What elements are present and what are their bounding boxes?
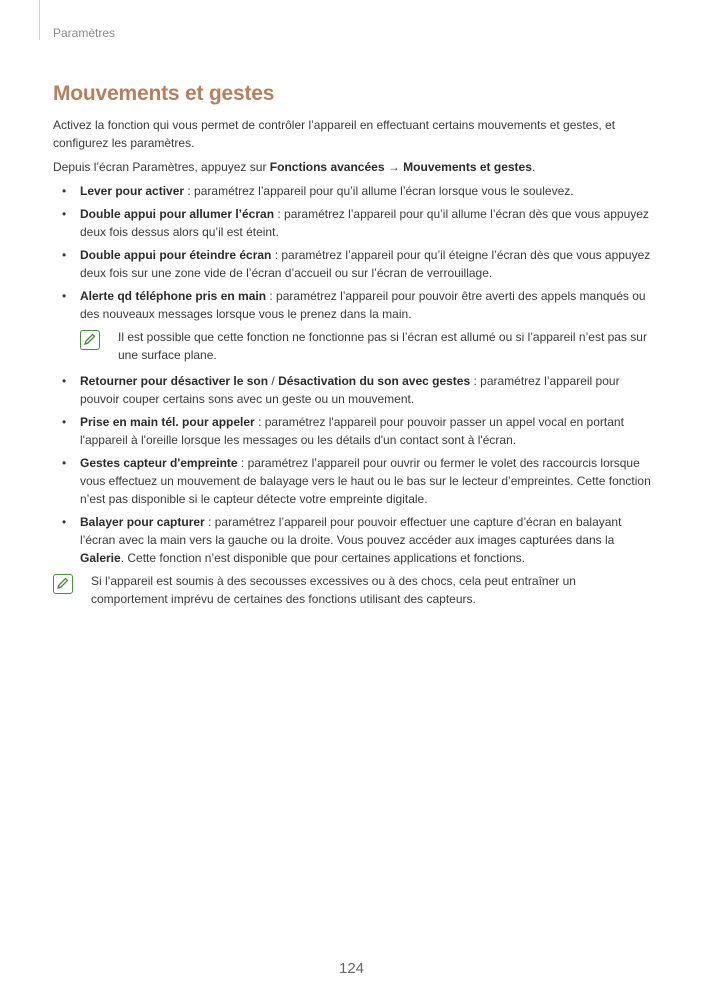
list-item: • Alerte qd téléphone pris en main : paramétrez l’appareil pour pouvoir être averti des appels manqués ou des nouveaux messages lorsque vous le prenez dans la main. [53, 287, 653, 323]
navigation-path: Depuis l’écran Paramètres, appuyez sur Fonctions avancées → Mouvements et gestes. [53, 160, 536, 174]
path-step-motions-gestures: Mouvements et gestes [403, 160, 532, 174]
feature-list-continued [53, 372, 653, 567]
feature-list [53, 182, 653, 323]
list-item: • Retourner pour désactiver le son / Désactivation du son avec gestes : paramétrez l’appareil pour pouvoir couper certains sons avec un geste ou un mouvement. [53, 372, 653, 408]
note-pencil-icon [80, 330, 100, 350]
page-content [53, 116, 653, 616]
list-item: • Balayer pour capturer : paramétrez l’appareil pour pouvoir effectuer une capture d’écran en balayant l’écran avec la main vers la gauche ou la droite. Vous pouvez accéder aux images capturées dans la Galerie. Cette fonction n’est disponible que pour certaines applications et fonctions. [53, 513, 653, 567]
note-outer: Si l’appareil est soumis à des secousses excessives ou à des chocs, cela peut entraîner un comportement imprévu de certaines des fonctions utilisant des capteurs. [53, 572, 653, 608]
header-divider [39, 0, 40, 40]
list-item: • Double appui pour éteindre écran : paramétrez l’appareil pour qu’il éteigne l’écran dès que vous appuyez deux fois sur une zone vide de l’écran d’accueil ou sur l’écran de verrouillage. [53, 246, 653, 282]
list-item: • Prise en main tél. pour appeler : paramétrez l'appareil pour pouvoir passer un appel vocal en portant l'appareil à l'oreille lorsque les messages ou les détails d'un contact sont à l'écran. [53, 413, 653, 449]
list-item: • Lever pour activer : paramétrez l’appareil pour qu’il allume l’écran lorsque vous le soulevez. [53, 182, 653, 200]
list-item: • Gestes capteur d'empreinte : paramétrez l’appareil pour ouvrir ou fermer le volet des raccourcis lorsque vous effectuez un mouvement de balayage vers le haut ou le bas sur le lecteur d’empreintes. Cette fonction n’est pas disponible si le capteur détecte votre empreinte digitale. [53, 454, 653, 508]
arrow-icon: → [384, 160, 404, 174]
note-pencil-icon [53, 574, 73, 594]
page-title: Mouvements et gestes [53, 82, 275, 105]
note-inner: Il est possible que cette fonction ne fonctionne pas si l’écran est allumé ou si l’appareil n’est pas sur une surface plane. [80, 328, 653, 364]
page-number: 124 [338, 960, 365, 977]
path-step-advanced-features: Fonctions avancées [269, 160, 385, 174]
list-item: • Double appui pour allumer l’écran : paramétrez l’appareil pour qu’il allume l’écran dès que vous appuyez deux fois dessus alors qu’il est éteint. [53, 205, 653, 241]
section-header: Paramètres [53, 26, 116, 40]
intro-paragraph: Activez la fonction qui vous permet de contrôler l’appareil en effectuant certains mouvements et gestes, et configurez les paramètres. [53, 118, 616, 150]
